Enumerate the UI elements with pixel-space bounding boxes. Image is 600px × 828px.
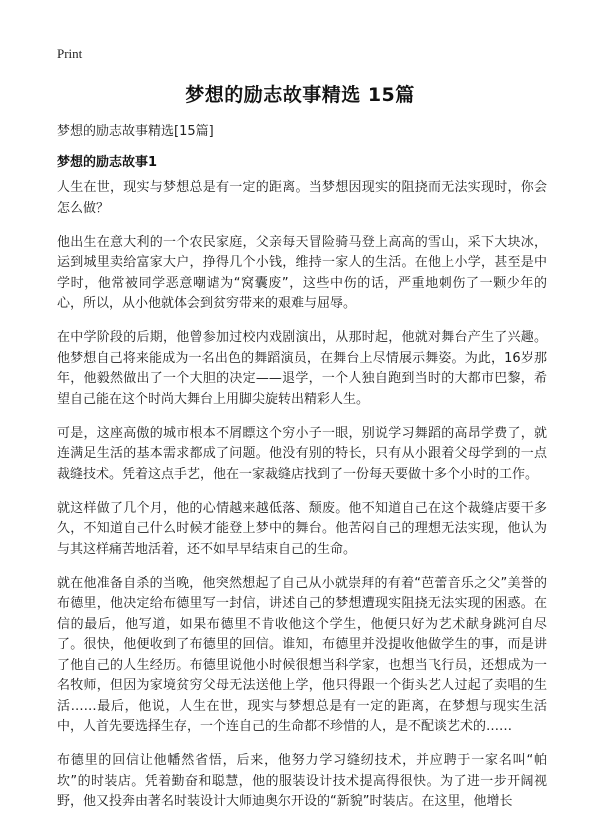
article-body	[57, 178, 547, 826]
paragraph: 就在他准备自杀的当晚，他突然想起了自己从小就崇拜的有着“芭蕾音乐之父”美誉的布德里，他决定给布德里写一封信，讲述自己的梦想遭现实阻挠无法实现的困惑。在信的最后，他写道，如果布德里不肯收他这个学生，他便只好为艺术献身跳河自尽了。很快，他便收到了布德里的回信。谁知，布德里并没提收他做学生的事，而是讲了他自己的人生经历。布德里说他小时候很想当科学家，也想当飞行员，还想成为一名牧师，但因为家境贫穷父母无法送他上学，他只得跟一个街头艺人过起了卖唱的生活……最后，他说，人生在世，现实与梦想总是有一定的距离，在梦想与现实生活中，人首先要选择生存，一个连自己的生命都不珍惜的人，是不配谈艺术的……	[57, 575, 547, 734]
section-heading: 梦想的励志故事1	[57, 155, 158, 170]
page-title: 梦想的励志故事精选 15篇	[185, 84, 415, 106]
paragraph: 布德里的回信让他幡然省悟，后来，他努力学习缝纫技术，并应聘于一家名叫“帕坎”的时装店。凭着勤奋和聪慧，他的服装设计技术提高得很快。为了进一步开阔视野，他又投奔由著名时装设计大师迪奥尔开设的“新貌”时装店。在这里，他增长	[57, 753, 547, 809]
paragraph: 在中学阶段的后期，他曾参加过校内戏剧演出，从那时起，他就对舞台产生了兴趣。他梦想自己将来能成为一名出色的舞蹈演员，在舞台上尽情展示舞姿。为此，16岁那年，他毅然做出了一个大胆的决定——退学，一个人独自跑到当时的大都市巴黎，希望自己能在这个时尚大舞台上用脚尖旋转出精彩人生。	[57, 330, 547, 407]
paragraph: 可是，这座高傲的城市根本不屑瞟这个穷小子一眼，别说学习舞蹈的高昂学费了，就连满足生活的基本需求都成了问题。他没有别的特长，只有从小跟着父母学到的一点裁缝技术。凭着这点手艺，他在一家裁缝店找到了一份每天要做十多个小时的工作。	[57, 425, 547, 482]
document-subtitle: 梦想的励志故事精选[15篇]	[57, 124, 214, 139]
print-link[interactable]: Print	[57, 46, 83, 61]
paragraph: 人生在世，现实与梦想总是有一定的距离。当梦想因现实的阻挠而无法实现时，你会怎么做？	[57, 180, 547, 216]
paragraph: 他出生在意大利的一个农民家庭，父亲每天冒险骑马登上高高的雪山，采下大块冰，运到城里卖给富家大户，挣得几个小钱，维持一家人的生活。在他上小学，甚至是中学时，他常被同学恶意嘲谑为“窝囊废”，这些中伤的话，严重地刺伤了一颗少年的心，所以，从小他就体会到贫穷带来的艰难与屈辱。	[57, 234, 547, 311]
paragraph: 就这样做了几个月，他的心情越来越低落、颓废。他不知道自己在这个裁缝店要干多久，不知道自己什么时候才能登上梦中的舞台。他苦闷自己的理想无法实现，他认为与其这样痛苦地活着，还不如早早结束自己的生命。	[57, 500, 547, 557]
